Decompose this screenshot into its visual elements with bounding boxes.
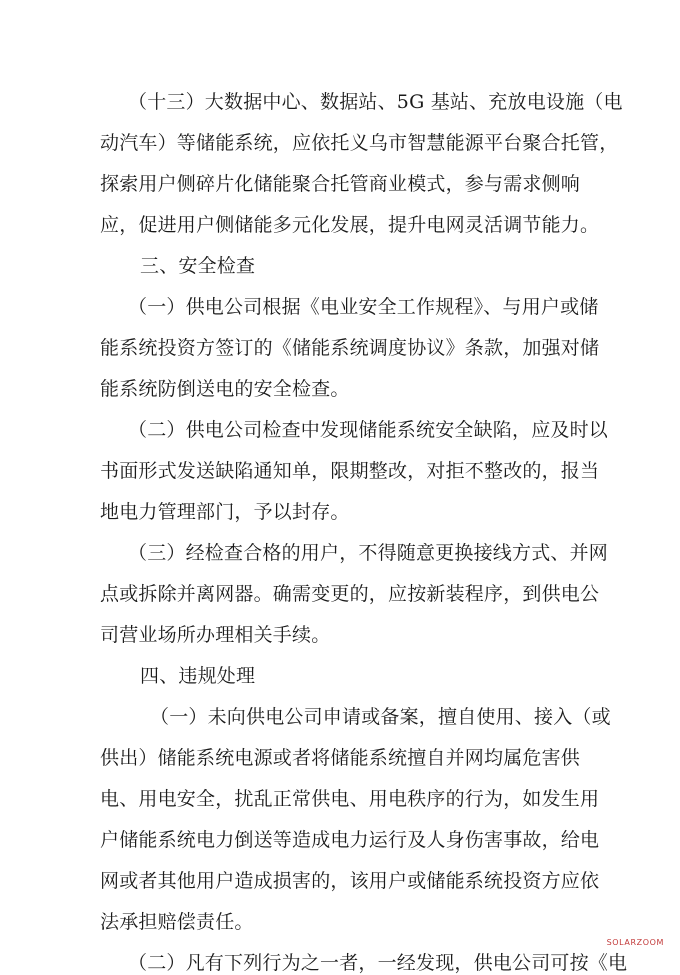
paragraph-1-line-2: 能系统投资方签订的《储能系统调度协议》条款，加强对储 [100,337,600,359]
paragraph-1-line-3: 能系统防倒送电的安全检查。 [100,378,350,400]
paragraph-4-line-5: 网或者其他用户造成损害的，该用户或储能系统投资方应依 [100,870,600,892]
paragraph-4-line-6: 法承担赔偿责任。 [100,911,254,933]
paragraph-3-line-2: 点或拆除并离网器。确需变更的，应按新装程序，到供电公 [100,583,600,605]
paragraph-3-line-1: （三）经检查合格的用户，不得随意更换接线方式、并网 [128,542,609,564]
paragraph-5-line-1: （二）凡有下列行为之一者，一经发现，供电公司可按《电 [128,952,628,974]
paragraph-4-line-2: 供出）储能系统电源或者将储能系统擅自并网均属危害供 [100,747,581,769]
paragraph-13-line-4: 应，促进用户侧储能多元化发展，提升电网灵活调节能力。 [100,214,600,236]
paragraph-4-line-3: 电、用电安全，扰乱正常供电、用电秩序的行为，如发生用 [100,788,600,810]
paragraph-13-line-3: 探索用户侧碎片化储能聚合托管商业模式，参与需求侧响 [100,173,581,195]
paragraph-13-line-2: 动汽车）等储能系统，应依托义乌市智慧能源平台聚合托管， [100,132,619,154]
paragraph-4-line-4: 户储能系统电力倒送等造成电力运行及人身伤害事故，给电 [100,829,600,851]
watermark-text: SOLARZOOM [606,938,664,947]
paragraph-3-line-3: 司营业场所办理相关手续。 [100,624,331,646]
paragraph-1-line-1: （一）供电公司根据《电业安全工作规程》、与用户或储 [128,296,599,318]
paragraph-4-line-1: （一）未向供电公司申请或备案，擅自使用、接入（或 [150,706,611,728]
paragraph-2-line-2: 书面形式发送缺陷通知单，限期整改，对拒不整改的，报当 [100,460,600,482]
paragraph-2-line-1: （二）供电公司检查中发现储能系统安全缺陷，应及时以 [128,419,609,441]
paragraph-13-line-1: （十三）大数据中心、数据站、5G 基站、充放电设施（电 [128,91,623,113]
paragraph-2-line-3: 地电力管理部门，予以封存。 [100,501,350,523]
section-heading-safety-inspection: 三、安全检查 [140,255,256,277]
section-heading-violation-handling: 四、违规处理 [140,665,256,687]
